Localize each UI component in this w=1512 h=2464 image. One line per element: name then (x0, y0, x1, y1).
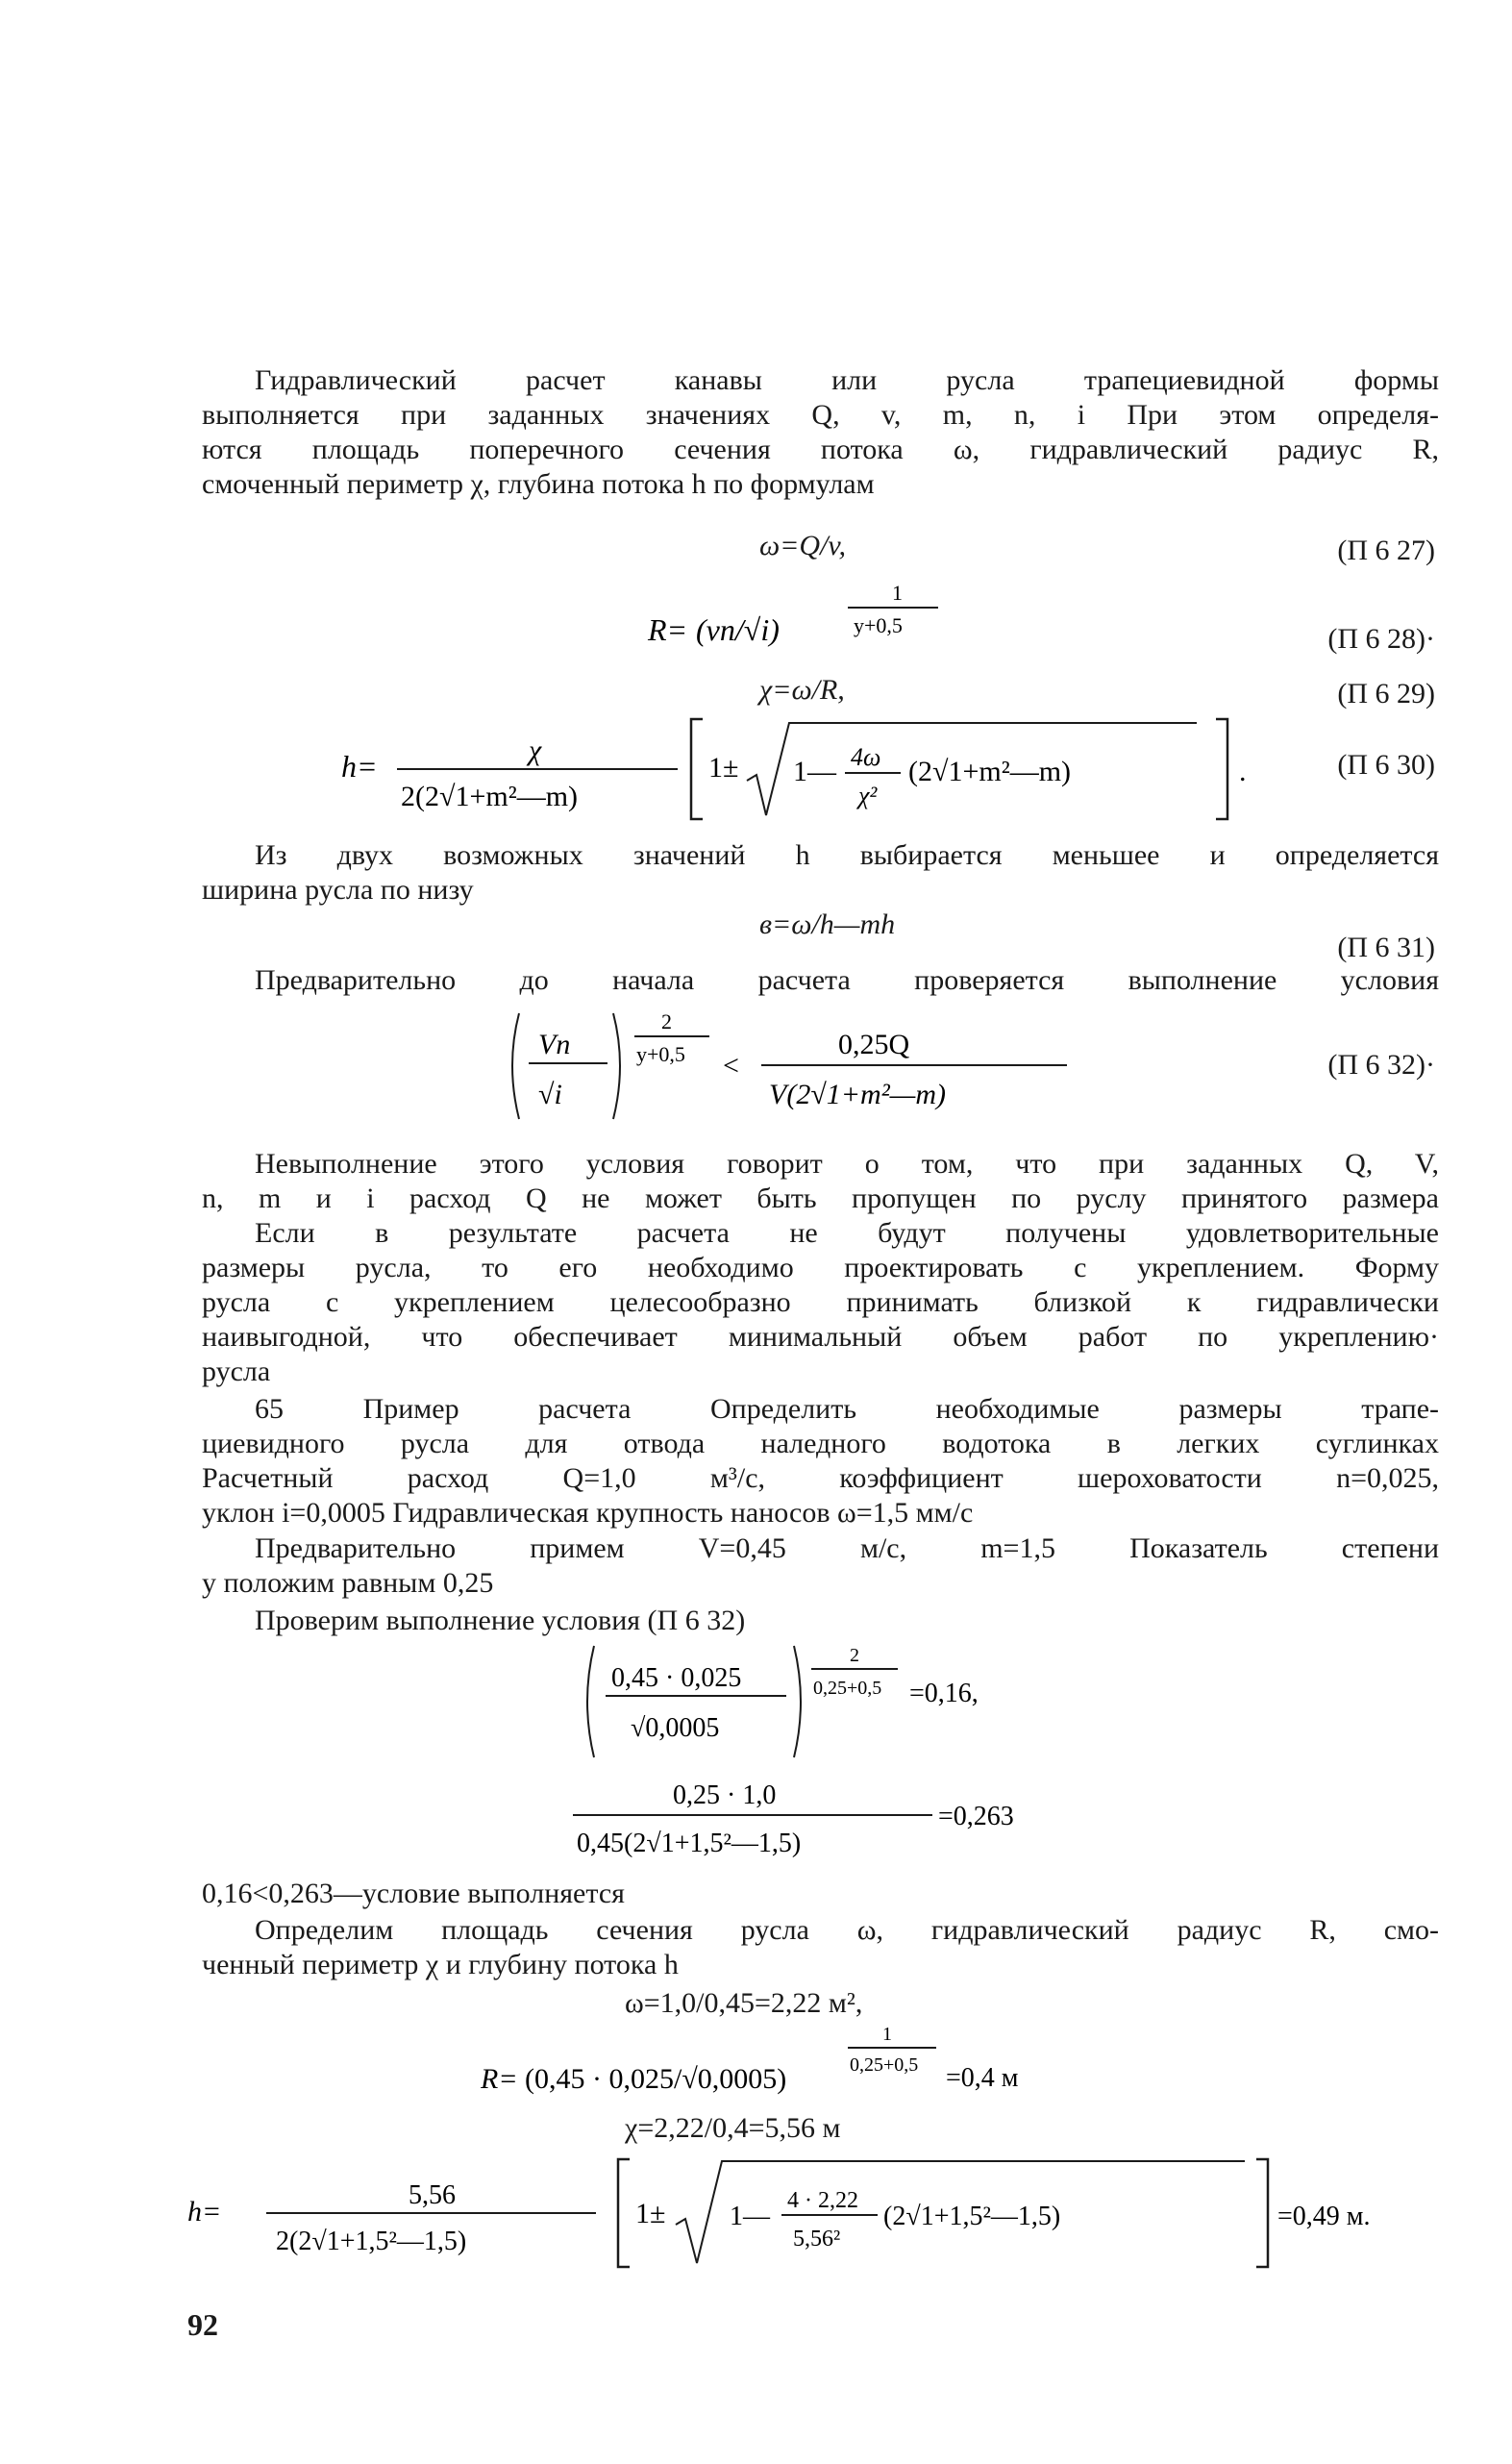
svg-text:χ: χ (529, 734, 542, 766)
text-line: русла с укреплением целесообразно принимать близкой к гидравлически (202, 1286, 1439, 1318)
svg-text:1—: 1— (793, 756, 836, 787)
svg-text:2(2√1+m²—m): 2(2√1+m²—m) (401, 781, 579, 812)
svg-text:0,25+0,5: 0,25+0,5 (813, 1678, 882, 1699)
svg-text:R=: R= (481, 2063, 518, 2095)
calculation-depth (187, 2150, 1447, 2275)
svg-text:5,56²: 5,56² (793, 2227, 841, 2252)
calculation-area: ω=1,0/0,45=2,22 м², (625, 1987, 863, 2019)
text-line: русла (202, 1356, 271, 1387)
equation-number: (П 6 30) (1337, 749, 1435, 781)
svg-text:1: 1 (882, 2024, 892, 2045)
text-line: Расчетный расход Q=1,0 м³/с, коэффициент шероховатости n=0,025, (202, 1462, 1439, 1494)
svg-text:0,45(2√1+1,5²—1,5): 0,45(2√1+1,5²—1,5) (577, 1829, 802, 1858)
svg-text:h=: h= (187, 2196, 222, 2228)
svg-text:4 · 2,22: 4 · 2,22 (787, 2188, 858, 2213)
equation-6-29: χ=ω/R, (759, 674, 845, 706)
svg-text:0,25 · 1,0: 0,25 · 1,0 (673, 1780, 777, 1810)
text-line: циевидного русла для отвода наледного водотока в легких суглинках (202, 1428, 1439, 1459)
svg-text:y+0,5: y+0,5 (854, 613, 903, 637)
svg-text:χ²: χ² (858, 782, 878, 809)
text-line: Из двух возможных значений h выбирается меньшее и определяется (255, 839, 1439, 871)
equation-6-30 (332, 711, 1274, 827)
calculation-wetted-perimeter: χ=2,22/0,4=5,56 м (625, 2112, 841, 2144)
equation-number: (П 6 27) (1337, 535, 1435, 566)
svg-text:1—: 1— (730, 2202, 770, 2231)
text-line: ширина русла по низу (202, 874, 474, 906)
svg-text:1±: 1± (635, 2198, 666, 2229)
equation-number: (П 6 31) (1337, 932, 1435, 963)
text-line: размеры русла, то его необходимо проектировать с укреплением. Форму (202, 1252, 1439, 1283)
text-line: 0,16<0,263—условие выполняется (202, 1878, 625, 1909)
text-line: y положим равным 0,25 (202, 1567, 494, 1599)
text-line: n, m и i расход Q не может быть пропущен по руслу принятого размера (202, 1182, 1439, 1214)
svg-text:=0,263: =0,263 (938, 1802, 1014, 1831)
svg-text:2: 2 (661, 1009, 672, 1033)
svg-text:R=: R= (648, 612, 688, 647)
svg-text:0,45 · 0,025: 0,45 · 0,025 (611, 1663, 742, 1693)
text-line: смоченный периметр χ, глубина потока h по формулам (202, 468, 875, 500)
svg-text:5,56: 5,56 (409, 2180, 456, 2210)
equation-6-31: в=ω/h—mh (759, 908, 896, 940)
text-line: ченный периметр χ и глубину потока h (202, 1949, 679, 1980)
svg-text:Vn: Vn (538, 1029, 571, 1060)
svg-text:=0,16,: =0,16, (909, 1679, 979, 1708)
page-number: 92 (187, 2307, 218, 2342)
svg-text:1: 1 (892, 581, 903, 605)
text-line: Определим площадь сечения русла ω, гидравлический радиус R, смо- (255, 1914, 1439, 1946)
example-heading-line: 65 Пример расчета Определить необходимые размеры трапе- (255, 1393, 1439, 1425)
svg-text:1±: 1± (708, 752, 739, 784)
svg-text:(2√1+m²—m): (2√1+m²—m) (908, 756, 1072, 787)
equation-number: (П 6 29) (1337, 678, 1435, 709)
svg-text:(vn/√i): (vn/√i) (696, 612, 780, 647)
text-line: Предварительно до начала расчета проверяется выполнение условия (255, 964, 1439, 996)
svg-text:(2√1+1,5²—1,5): (2√1+1,5²—1,5) (883, 2202, 1061, 2231)
svg-text:=0,4 м: =0,4 м (946, 2063, 1019, 2093)
svg-text:h=: h= (341, 749, 378, 784)
equation-number: (П 6 28)· (1327, 623, 1435, 655)
svg-text:y+0,5: y+0,5 (636, 1042, 685, 1066)
svg-text:(0,45 · 0,025/√0,0005): (0,45 · 0,025/√0,0005) (525, 2063, 787, 2095)
text-line: наивыгодной, что обеспечивает минимальный объем работ по укреплению· (202, 1321, 1439, 1353)
equation-6-27: ω=Q/v, (759, 530, 847, 561)
svg-text:√0,0005: √0,0005 (631, 1713, 720, 1743)
text-line: ются площадь поперечного сечения потока ω, гидравлический радиус R, (202, 434, 1439, 465)
text-line: Невыполнение этого условия говорит о том, что при заданных Q, V, (255, 1148, 1439, 1180)
text-line: Предварительно примем V=0,45 м/с, m=1,5 Показатель степени (255, 1532, 1439, 1564)
text-line: Гидравлический расчет канавы или русла трапециевидной формы (255, 364, 1439, 396)
equation-6-28 (634, 577, 1000, 683)
svg-text:2(2√1+1,5²—1,5): 2(2√1+1,5²—1,5) (276, 2227, 467, 2256)
calculation-check-left (577, 1634, 1077, 1769)
svg-text:0,25+0,5: 0,25+0,5 (850, 2054, 919, 2076)
svg-text:<: < (723, 1050, 739, 1082)
svg-text:4ω: 4ω (851, 743, 881, 771)
calculation-check-right (567, 1769, 1086, 1865)
svg-text:=0,49 м.: =0,49 м. (1277, 2202, 1371, 2231)
svg-text:2: 2 (850, 1645, 859, 1666)
svg-text:0,25Q: 0,25Q (838, 1029, 910, 1060)
text-line: выполняется при заданных значениях Q, v, m, n, i При этом определя- (202, 399, 1439, 431)
svg-text:.: . (1239, 756, 1247, 787)
text-line: уклон i=0,0005 Гидравлическая крупность наносов ω=1,5 мм/с (202, 1497, 974, 1529)
svg-text:V(2√1+m²—m): V(2√1+m²—m) (769, 1079, 947, 1110)
equation-6-32 (500, 1000, 1096, 1130)
equation-number: (П 6 32)· (1327, 1049, 1435, 1081)
text-line: Если в результате расчета не будут получены удовлетворительные (255, 1217, 1439, 1249)
svg-text:√i: √i (538, 1079, 562, 1110)
calculation-hydraulic-radius (481, 2019, 1173, 2110)
text-line: Проверим выполнение условия (П 6 32) (255, 1605, 746, 1636)
